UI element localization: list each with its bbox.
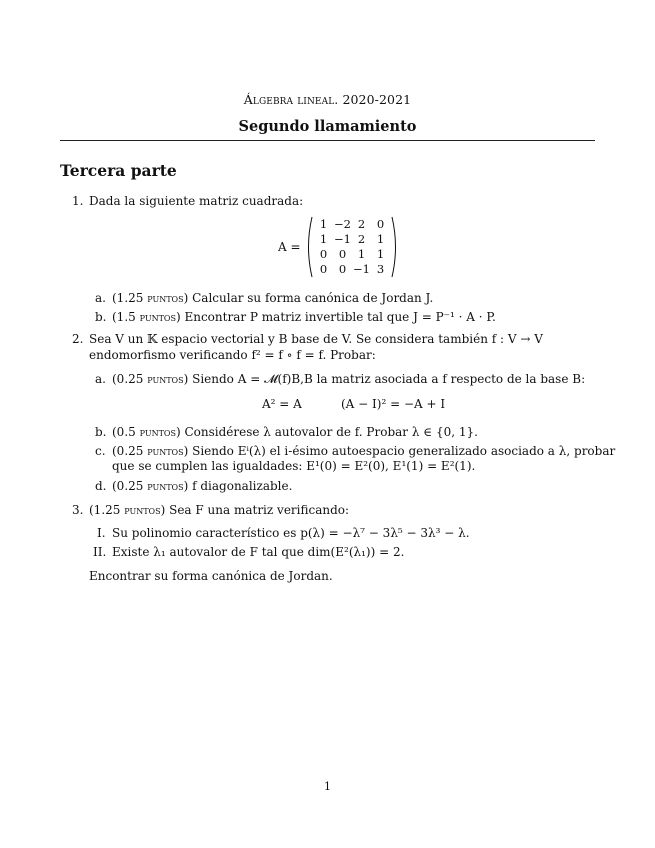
points: (0.25: [112, 444, 144, 458]
right-paren: [390, 216, 400, 278]
q2b-label: b.: [95, 425, 107, 439]
q2d-label: d.: [95, 479, 107, 493]
points: (1.25: [112, 291, 144, 305]
matrix-grid: [314, 217, 390, 277]
q3-closing: Encontrar su forma canónica de Jordan.: [89, 569, 333, 583]
q2-number: 2.: [72, 332, 84, 346]
matrix-cell: 0: [376, 217, 385, 231]
points-word: puntos): [147, 291, 189, 305]
matrix-cell: 1: [319, 217, 328, 231]
q1a-label: a.: [95, 291, 106, 305]
matrix-cell: −1: [334, 232, 351, 246]
matrix-label: A =: [278, 240, 301, 254]
points-word: puntos): [147, 479, 189, 493]
q3-i-text: Su polinomio característico es p(λ) = −λ⁷ − 3λ⁵ − 3λ³ − λ.: [112, 526, 470, 540]
points: (0.5: [112, 425, 136, 439]
points: (0.25: [112, 372, 144, 386]
matrix-cell: 1: [357, 247, 366, 261]
matrix-cell: 0: [319, 247, 328, 261]
q2c-text: Siendo Eⁱ(λ) el i-ésimo autoespacio generalizado asociado a λ, probar: [192, 444, 616, 458]
q2a-label: a.: [95, 372, 106, 386]
points-word: puntos): [139, 425, 181, 439]
matrix-row: [314, 262, 390, 277]
section-title: Tercera parte: [60, 161, 177, 180]
matrix-row: [314, 232, 390, 247]
points-word: puntos): [147, 372, 189, 386]
matrix-a: [278, 216, 408, 280]
equation-1: A² = A: [262, 397, 302, 411]
q2b-item: [112, 425, 478, 440]
matrix-cell: 2: [357, 232, 366, 246]
left-paren: [304, 216, 314, 278]
academic-year: 2020-2021: [342, 92, 412, 107]
matrix-cell: 0: [319, 262, 328, 276]
q2b-text: Considérese λ autovalor de f. Probar λ ∈ {0, 1}.: [184, 425, 478, 439]
q2d-item: [112, 479, 292, 494]
equation-2: (A − I)² = −A + I: [341, 397, 446, 411]
points: (1.25: [89, 503, 121, 517]
q2d-text: f diagonalizable.: [192, 479, 293, 493]
q2c-label: c.: [95, 444, 106, 458]
q3-number: 3.: [72, 503, 84, 517]
matrix-row: [314, 247, 390, 262]
q1-text: Dada la siguiente matriz cuadrada:: [89, 194, 304, 208]
points-word: puntos): [147, 444, 189, 458]
matrix-row: [314, 217, 390, 232]
q3-i-label: I.: [97, 526, 106, 540]
course-name: Álgebra lineal.: [243, 92, 339, 107]
q2a-item: [112, 372, 585, 387]
matrix-cell: 0: [338, 247, 347, 261]
matrix-cell: 3: [376, 262, 385, 276]
q1b-text: Encontrar P matriz invertible tal que J = P⁻¹ · A · P.: [184, 310, 496, 324]
matrix-cell: −2: [334, 217, 351, 231]
q3-item: [89, 503, 349, 518]
q1a-text: Calcular su forma canónica de Jordan J.: [192, 291, 434, 305]
q2a-text: Siendo A = 𝓜(f)B,B la matriz asociada a f respecto de la base B:: [192, 372, 586, 386]
matrix-cell: 1: [319, 232, 328, 246]
points: (0.25: [112, 479, 144, 493]
matrix-cell: −1: [353, 262, 370, 276]
q1b-label: b.: [95, 310, 107, 324]
q2c-text-cont: que se cumplen las igualdades: E¹(0) = E²(0), E¹(1) = E²(1).: [112, 459, 476, 473]
q3-ii-text: Existe λ₁ autovalor de F tal que dim(E²(λ₁)) = 2.: [112, 545, 405, 559]
matrix-cell: 0: [338, 262, 347, 276]
header-rule: [60, 140, 595, 141]
page-number: 1: [324, 780, 331, 793]
matrix-cell: 1: [376, 247, 385, 261]
q3-ii-label: II.: [93, 545, 107, 559]
points-word: puntos): [139, 310, 181, 324]
q3-text: Sea F una matriz verificando:: [169, 503, 350, 517]
points-word: puntos): [124, 503, 166, 517]
q1a-item: [112, 291, 433, 306]
exam-title: Segundo llamamiento: [238, 118, 417, 135]
q2c-item: [112, 444, 615, 459]
matrix-cell: 2: [357, 217, 366, 231]
course-header: [0, 92, 655, 107]
q1b-item: [112, 310, 496, 325]
points: (1.5: [112, 310, 136, 324]
matrix-cell: 1: [376, 232, 385, 246]
q1-number: 1.: [72, 194, 84, 208]
q2-line1: Sea V un 𝕂 espacio vectorial y B base de V. Se considera también f : V → V: [89, 332, 543, 346]
q2-line2: endomorfismo verificando f² = f ∘ f = f. Probar:: [89, 348, 376, 362]
